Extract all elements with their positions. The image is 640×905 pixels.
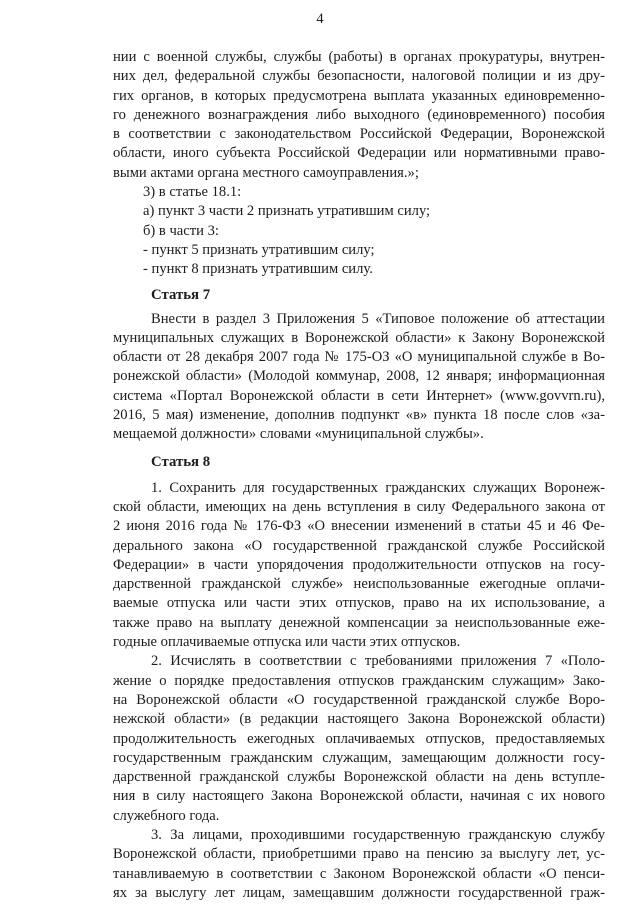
text-line: выми актами органа местного самоуправления.»;	[113, 164, 419, 181]
continuation-paragraph	[113, 48, 605, 183]
text-line: них дел, федеральной службы безопасности, налоговой полиции и из дру-	[113, 68, 605, 85]
text-line: также право на выплату денежной компенсации за неиспользованные еже-	[113, 614, 605, 631]
article-7-heading: Статья 7	[151, 286, 211, 303]
text-line: дарственной гражданской службы Воронежской области на день вступле-	[113, 769, 605, 786]
text-line: дерального закона «О государственной гражданской службе Российской	[113, 537, 605, 554]
text-line: система «Портал Воронежской области в сети Интернет» (www.govvrn.ru),	[113, 387, 605, 404]
text-line: 2. Исчислять в соответствии с требованиями приложения 7 «Поло-	[151, 653, 605, 670]
text-line: ях за выслугу лет лицам, замещавшим должности государственной граж-	[113, 884, 605, 901]
article-7-paragraph	[113, 310, 605, 445]
amendment-item: 3) в статье 18.1:	[143, 184, 242, 201]
text-line: нежской области» (в редакции настоящего Закона Воронежской области)	[113, 711, 605, 728]
text-line: ния в силу настоящего Закона Воронежской области, начиная с их нового	[113, 788, 605, 805]
text-line: танавливаемую в соответствии с Законом Воронежской области «О пенси-	[113, 865, 605, 882]
article-8-paragraph-2	[113, 652, 605, 826]
text-line: гих органов, в которых предусмотрена выплата указанных единовременно-	[113, 87, 605, 104]
amendment-item: б) в части 3:	[143, 222, 219, 239]
text-line: муниципальных служащих в Воронежской области» к Закону Воронежской	[113, 329, 605, 346]
text-line: 2 июня 2016 года № 176-ФЗ «О внесении изменений в статьи 45 и 46 Фе-	[113, 518, 605, 535]
text-line: го денежного вознаграждения либо выходного (единовременного) пособия	[113, 106, 605, 123]
document-body	[113, 48, 605, 903]
text-line: Воронежской области, приобретшими право на пенсию за выслугу лет, ус-	[113, 846, 605, 863]
text-line: нии с военной службы, службы (работы) в органах прокуратуры, внутрен-	[113, 49, 605, 65]
text-line: служебного года.	[113, 807, 220, 824]
article-8-paragraph-3	[113, 826, 605, 903]
amendment-item: - пункт 5 признать утратившим силу;	[143, 241, 375, 258]
text-line: ской области, имеющих на день вступления в силу Федерального закона от	[113, 498, 605, 515]
text-line: ронежской области» (Молодой коммунар, 2008, 12 января; информационная	[113, 368, 605, 385]
text-line: ваемые отпуска или части этих отпусков, право на их использование, а	[113, 595, 605, 612]
text-line: в соответствии с законодательством Российской Федерации, Воронежской	[113, 126, 605, 143]
text-line: 3. За лицами, проходившими государственную гражданскую службу	[151, 826, 605, 843]
text-line: 1. Сохранить для государственных гражданских служащих Воронеж-	[151, 479, 605, 496]
text-line: области, иного субъекта Российской Федерации или нормативными право-	[113, 145, 605, 162]
amendments-list	[113, 183, 605, 279]
text-line: дарственной гражданской службе» неиспользованные ежегодные оплачи-	[113, 576, 605, 593]
text-line: продолжительность ежегодных оплачиваемых отпусков, предоставляемых	[113, 730, 605, 747]
amendment-item: а) пункт 3 части 2 признать утратившим силу;	[143, 203, 431, 220]
article-8-heading: Статья 8	[151, 453, 211, 470]
text-line: мещаемой должности» словами «муниципальной службы».	[113, 426, 484, 443]
text-line: жение о порядке предоставления отпусков гражданским служащим» Зако-	[113, 672, 605, 689]
page-number: 4	[316, 11, 324, 27]
amendment-item: - пункт 8 признать утратившим силу.	[143, 261, 373, 278]
article-8-paragraph-1	[113, 479, 605, 653]
text-line: годные оплачиваемые отпуска или части этих отпусков.	[113, 634, 461, 651]
text-line: на Воронежской области «О государственной гражданской службе Воро-	[113, 691, 605, 708]
text-line: области от 28 декабря 2007 года № 175-ОЗ «О муниципальной службе в Во-	[113, 349, 605, 366]
text-line: государственным гражданским служащим, замещающим должности госу-	[113, 749, 605, 766]
text-line: Федерации» в части упорядочения продолжительности отпусков на госу-	[113, 556, 605, 573]
text-line: Внести в раздел 3 Приложения 5 «Типовое положение об аттестации	[151, 310, 605, 327]
text-line: 2016, 5 мая) изменение, дополнив подпункт «в» пункта 18 после слов «за-	[113, 407, 605, 424]
